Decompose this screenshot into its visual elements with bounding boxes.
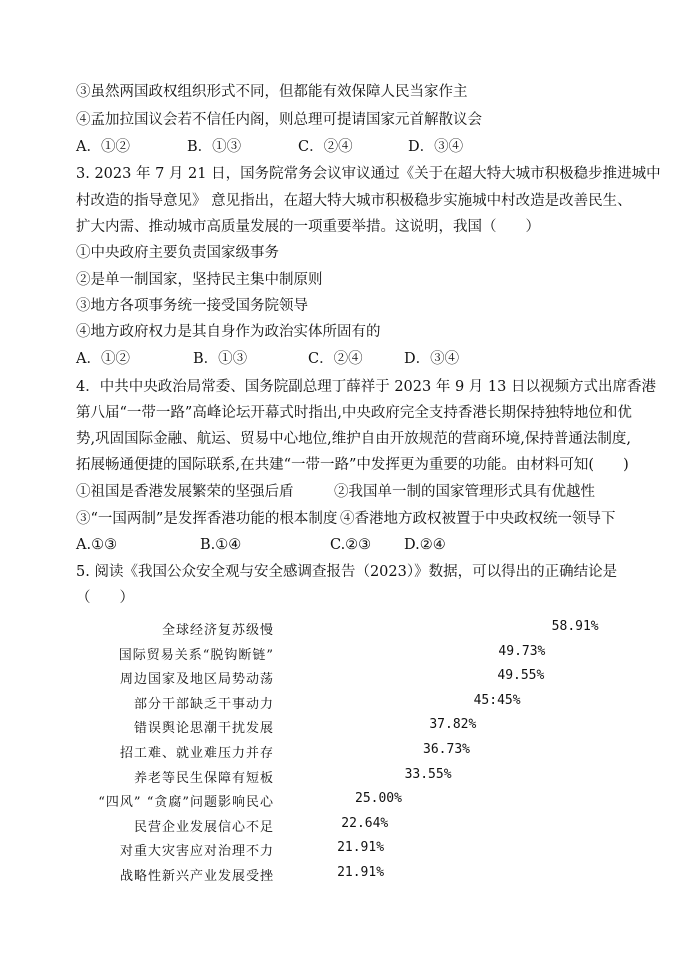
chart-category-label: “四风” “贪腐”问题影响民心 [98,795,274,811]
q2-option-a: A．①② [76,139,130,155]
q4-statement-3: ③“一国两制”是发挥香港功能的根本制度 [76,511,338,527]
chart-value-label: 36.73% [423,742,470,757]
chart-category-label: 招工难、就业难压力并存 [119,746,274,761]
chart-value-label: 21.91% [337,840,385,856]
q4-stem-line-3: 势,巩固国际金融、航运、贸易中心地位,维护自由开放规范的营商环境,保持普通法制度, [76,431,631,447]
chart-value-label: 25.00% [355,791,402,807]
chart-category-label: 养老等民生保障有短板 [133,770,274,786]
q5-stem-line-2: （ ） [76,590,134,606]
chart-value-label: 21.91% [337,865,385,880]
q3-statement-1: ①中央政府主要负责国家级事务 [76,245,279,261]
q2-statement-4: ④孟加拉国议会若不信任内阁，则总理可提请国家元首解散议会 [76,112,482,128]
q3-option-d: D．③④ [404,351,460,367]
q3-stem-line-2: 村改造的指导意见》 意见指出，在超大特大城市积极稳步实施城中村改造是改善民生、 [76,193,632,209]
chart-category-label: 周边国家及地区局势动荡 [119,672,274,688]
q2-option-d: D．③④ [408,139,464,155]
chart-value-label: 49.55% [497,668,545,684]
q4-statement-4: ④香港地方政权被置于中央政权统一领导下 [340,511,616,527]
chart-value-label: 58.91% [551,619,599,634]
q4-option-d: D.②④ [404,537,446,553]
q3-option-b: B．①③ [193,351,248,367]
q4-statement-1: ①祖国是香港发展繁荣的坚强后盾 [76,484,294,500]
chart-category-label: 错误舆论思潮干扰发展 [133,721,274,737]
chart-category-label: 部分干部缺乏干事动力 [133,696,274,712]
q2-option-c: C．②④ [298,139,353,155]
q3-stem-line-3: 扩大内需、推动城市高质量发展的一项重要举措。这说明，我国（ ） [76,219,540,235]
q3-statement-4: ④地方政府权力是其自身作为政治实体所固有的 [76,324,381,340]
q2-statement-3: ③虽然两国政权组织形式不同，但都能有效保障人民当家作主 [76,84,468,100]
q3-statement-2: ②是单一制国家，坚持民主集中制原则 [76,272,323,288]
chart-value-label: 33.55% [404,766,452,782]
chart-value-label: 22.64% [341,815,389,831]
q4-stem-line-4: 拓展畅通便捷的国际联系,在共建“一带一路”中发挥更为重要的功能。由材料可知( ) [76,457,629,473]
q5-stem-line-1: 5. 阅读《我国公众安全观与安全感调查报告（2023）》数据，可以得出的正确结论是 [76,564,618,580]
q2-option-b: B．①③ [187,139,242,155]
q3-stem-line-1: 3. 2023 年 7 月 21 日，国务院常务会议审议通过《关于在超大特大城市积极稳步推进城中 [76,166,661,182]
chart-value-label: 49.73% [498,643,546,659]
q4-stem-line-1: 4．中共中央政治局常委、国务院副总理丁薛祥于 2023 年 9 月 13 日以视频方式出席香港 [76,379,656,395]
q4-option-c: C.②③ [330,537,372,553]
chart-value-label: 37.82% [429,717,477,733]
q4-option-b: B.①④ [200,537,242,553]
chart-category-label: 全球经济复苏级慢 [161,623,274,638]
q4-option-a: A.①③ [76,537,118,553]
chart-category-label: 对重大灾害应对治理不力 [119,844,274,860]
q3-option-c: C．②④ [308,351,363,367]
q4-statement-2: ②我国单一制的国家管理形式具有优越性 [334,484,595,500]
chart-category-label: 战略性新兴产业发展受挫 [119,869,274,884]
chart-category-label: 民营企业发展信心不足 [133,819,274,835]
q3-statement-3: ③地方各项事务统一接受国务院领导 [76,298,308,314]
chart-category-label: 国际贸易关系“脱钩断链” [118,647,274,663]
survey-bar-chart [0,612,688,902]
q3-option-a: A．①② [76,351,130,367]
q4-stem-line-2: 第八届“一带一路”高峰论坛开幕式时指出,中央政府完全支持香港长期保持独特地位和优 [76,405,632,421]
chart-value-label: 45:45% [473,692,521,708]
